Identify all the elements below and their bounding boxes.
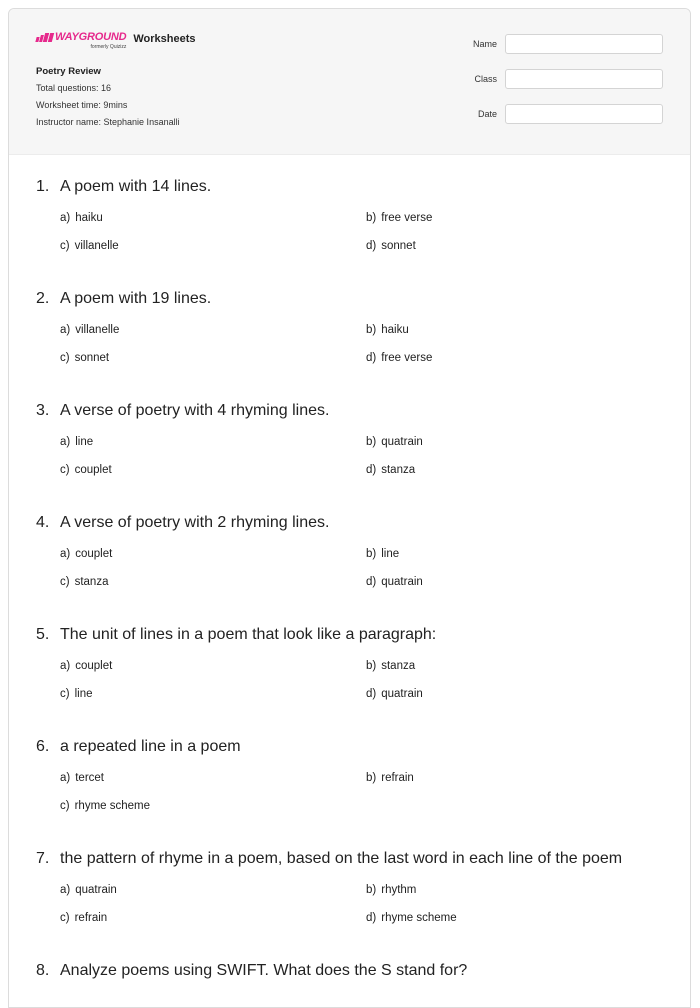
question-number: 4. [36, 514, 50, 531]
option-a: a) villanelle [60, 324, 120, 336]
option-a: a) line [60, 436, 94, 448]
option-b: b) stanza [366, 660, 416, 672]
question-text: A poem with 19 lines. [60, 290, 212, 307]
question-text: A verse of poetry with 2 rhyming lines. [60, 514, 330, 531]
wayground-logo [36, 31, 126, 50]
option-d: d) quatrain [366, 688, 423, 700]
option-b: b) free verse [366, 212, 433, 224]
date-label: Date [477, 109, 497, 119]
question-number: 1. [36, 178, 50, 195]
option-d: d) quatrain [366, 576, 423, 588]
option-c: c) refrain [60, 912, 108, 924]
worksheet-title: Poetry Review [36, 66, 101, 77]
worksheet-card [8, 8, 691, 1008]
option-a: a) haiku [60, 212, 103, 224]
question-text: a repeated line in a poem [60, 738, 241, 755]
question-text: A poem with 14 lines. [60, 178, 212, 195]
date-field[interactable] [505, 104, 663, 124]
question-number: 3. [36, 402, 50, 419]
option-b: b) quatrain [366, 436, 423, 448]
wayground-logo-icon [36, 33, 53, 42]
instructor-name: Instructor name: Stephanie Insanalli [36, 117, 180, 127]
question-text: the pattern of rhyme in a poem, based on the last word in each line of the poem [60, 850, 623, 867]
worksheet-meta [36, 66, 180, 134]
worksheet-time: Worksheet time: 9mins [36, 100, 128, 110]
question-number: 8. [36, 962, 50, 979]
total-questions: Total questions: 16 [36, 83, 112, 93]
class-label: Class [474, 74, 497, 84]
product-name: Worksheets [133, 33, 196, 45]
logo-subtitle: formerly Quizizz [90, 44, 127, 50]
option-b: b) haiku [366, 324, 409, 336]
option-d: d) rhyme scheme [366, 912, 457, 924]
logo-brand-text: WAYGROUND [55, 31, 127, 43]
option-c: c) villanelle [60, 240, 119, 252]
question-number: 7. [36, 850, 50, 867]
option-b: b) rhythm [366, 884, 417, 896]
option-c: c) couplet [60, 464, 112, 476]
question-text: Analyze poems using SWIFT. What does the S stand for? [60, 962, 468, 979]
name-field-row [473, 34, 663, 54]
option-b: b) line [366, 548, 400, 560]
option-d: d) free verse [366, 352, 433, 364]
name-label: Name [472, 39, 497, 49]
option-b: b) refrain [366, 772, 414, 784]
option-a: a) quatrain [60, 884, 117, 896]
class-field-row [473, 69, 663, 89]
question-number: 2. [36, 290, 50, 307]
option-c: c) stanza [60, 576, 109, 588]
question-number: 5. [36, 626, 50, 643]
question-text: A verse of poetry with 4 rhyming lines. [60, 402, 330, 419]
date-field-row [473, 104, 663, 124]
question-text: The unit of lines in a poem that look like a paragraph: [60, 626, 437, 643]
option-a: a) couplet [60, 548, 113, 560]
option-c: c) line [60, 688, 93, 700]
student-fields [473, 34, 663, 139]
class-field[interactable] [505, 69, 663, 89]
brand [36, 31, 195, 50]
worksheet-header [9, 9, 690, 155]
question-number: 6. [36, 738, 50, 755]
option-c: c) rhyme scheme [60, 800, 151, 812]
option-a: a) couplet [60, 660, 113, 672]
option-d: d) stanza [366, 464, 416, 476]
option-a: a) tercet [60, 772, 104, 784]
option-c: c) sonnet [60, 352, 110, 364]
option-d: d) sonnet [366, 240, 416, 252]
name-field[interactable] [505, 34, 663, 54]
